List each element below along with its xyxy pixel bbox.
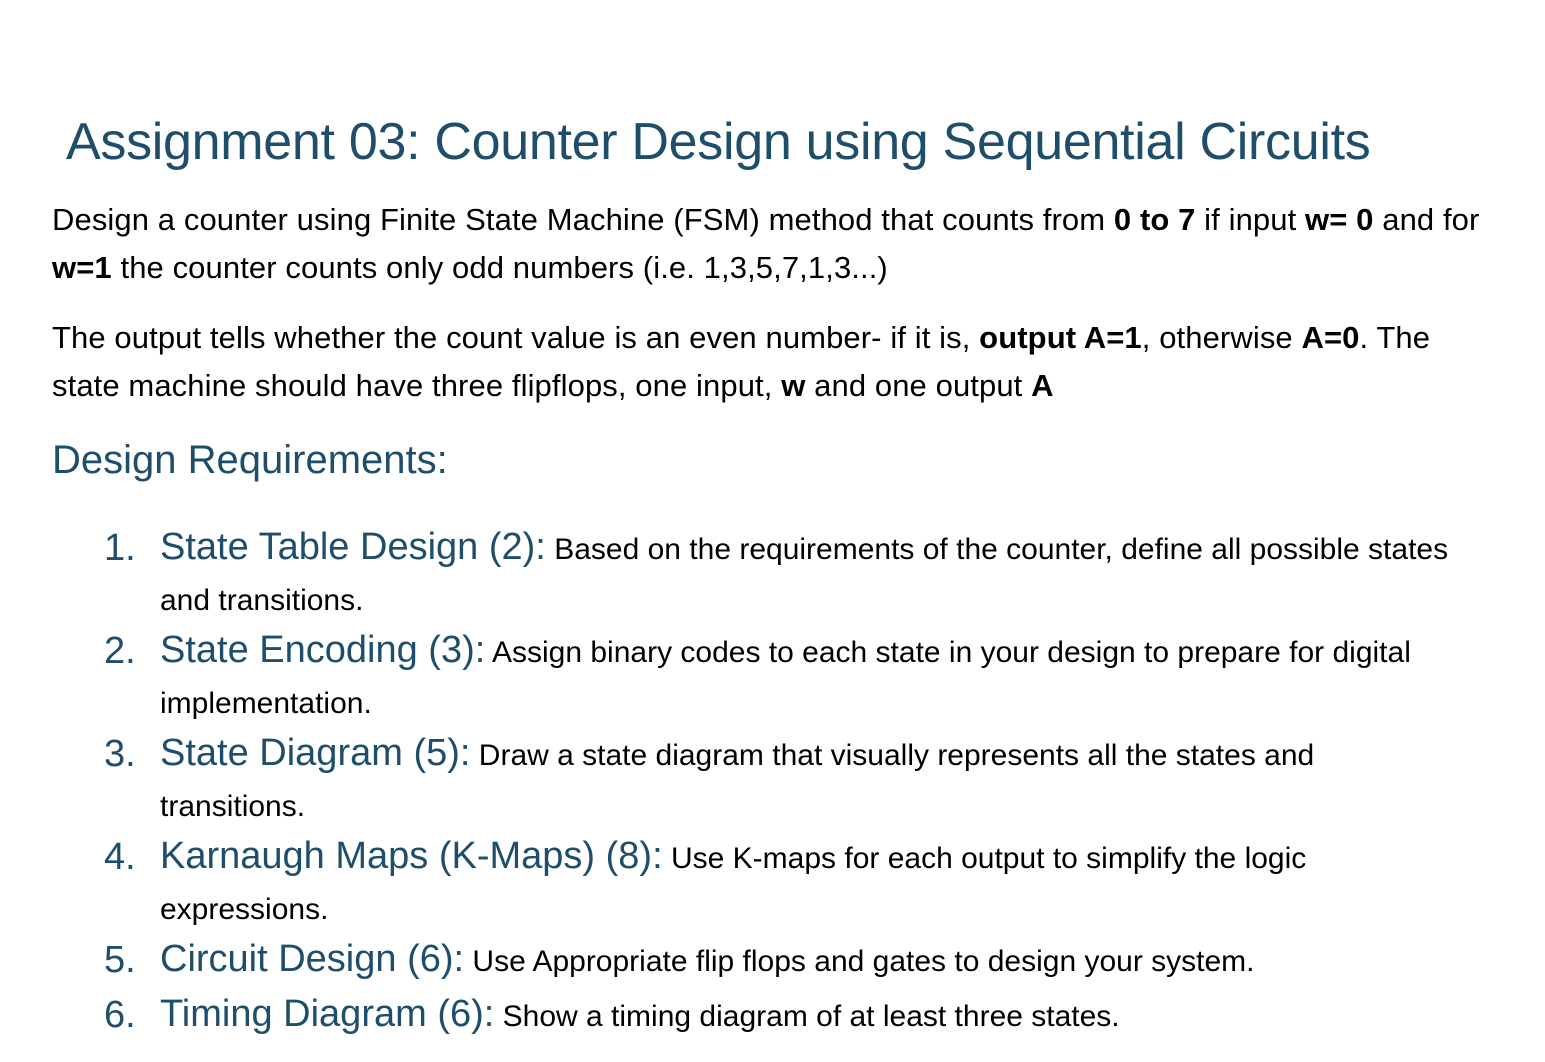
output-text: and one output xyxy=(805,368,1032,403)
description-paragraph xyxy=(52,196,1492,292)
requirement-number: 6. xyxy=(104,994,136,1036)
requirement-body xyxy=(160,625,1450,729)
output-text: , otherwise xyxy=(1141,320,1302,355)
input-name: w xyxy=(781,368,806,403)
output-a1: output A=1 xyxy=(979,320,1142,355)
input-w0: w= 0 xyxy=(1305,202,1374,237)
requirement-number: 3. xyxy=(104,733,136,775)
count-range: 0 to 7 xyxy=(1113,202,1196,237)
description-text: the counter counts only odd numbers (i.e. 1,3,5,7,1,3...) xyxy=(111,250,888,285)
requirement-title: State Table Design (2): xyxy=(160,526,546,568)
requirement-body xyxy=(160,522,1450,626)
input-w1: w=1 xyxy=(52,250,112,285)
assignment-title: Assignment 03: Counter Design using Sequential Circuits xyxy=(66,113,1371,171)
requirement-title: Karnaugh Maps (K-Maps) (8): xyxy=(160,835,663,877)
requirement-number: 4. xyxy=(104,836,136,878)
requirement-text: Draw a state diagram that visually represents all the states and transitions. xyxy=(160,739,1315,823)
requirement-number: 2. xyxy=(104,630,136,672)
output-text: The output tells whether the count value is an even number- if it is, xyxy=(52,320,980,355)
requirement-body xyxy=(160,934,1450,987)
output-name: A xyxy=(1031,368,1054,403)
output-paragraph xyxy=(52,314,1492,410)
requirement-body xyxy=(160,831,1450,935)
requirement-text: Based on the requirements of the counter, define all possible states and transitions. xyxy=(160,533,1449,617)
output-a0: A=0 xyxy=(1301,320,1360,355)
requirements-heading: Design Requirements: xyxy=(52,438,448,482)
requirement-number: 1. xyxy=(104,527,136,569)
description-text: if input xyxy=(1195,202,1306,237)
requirement-title: Circuit Design (6): xyxy=(160,938,465,980)
description-text: and for xyxy=(1373,202,1480,237)
requirement-text: Show a timing diagram of at least three states. xyxy=(494,1000,1120,1033)
requirement-number: 5. xyxy=(104,939,136,981)
requirement-title: Timing Diagram (6): xyxy=(160,993,495,1035)
requirement-text: Use K-maps for each output to simplify the logic expressions. xyxy=(160,842,1307,926)
output-text: . The state machine should have three flipflops, one input, xyxy=(52,320,1431,403)
description-text: Design a counter using Finite State Machine (FSM) method that counts from xyxy=(52,202,1114,237)
requirement-body xyxy=(160,989,1450,1042)
requirement-title: State Encoding (3): xyxy=(160,629,486,671)
requirement-body xyxy=(160,728,1450,832)
requirement-text: Assign binary codes to each state in your design to prepare for digital implementation. xyxy=(160,636,1411,720)
requirement-title: State Diagram (5): xyxy=(160,732,471,774)
requirement-text: Use Appropriate flip flops and gates to design your system. xyxy=(464,945,1255,978)
